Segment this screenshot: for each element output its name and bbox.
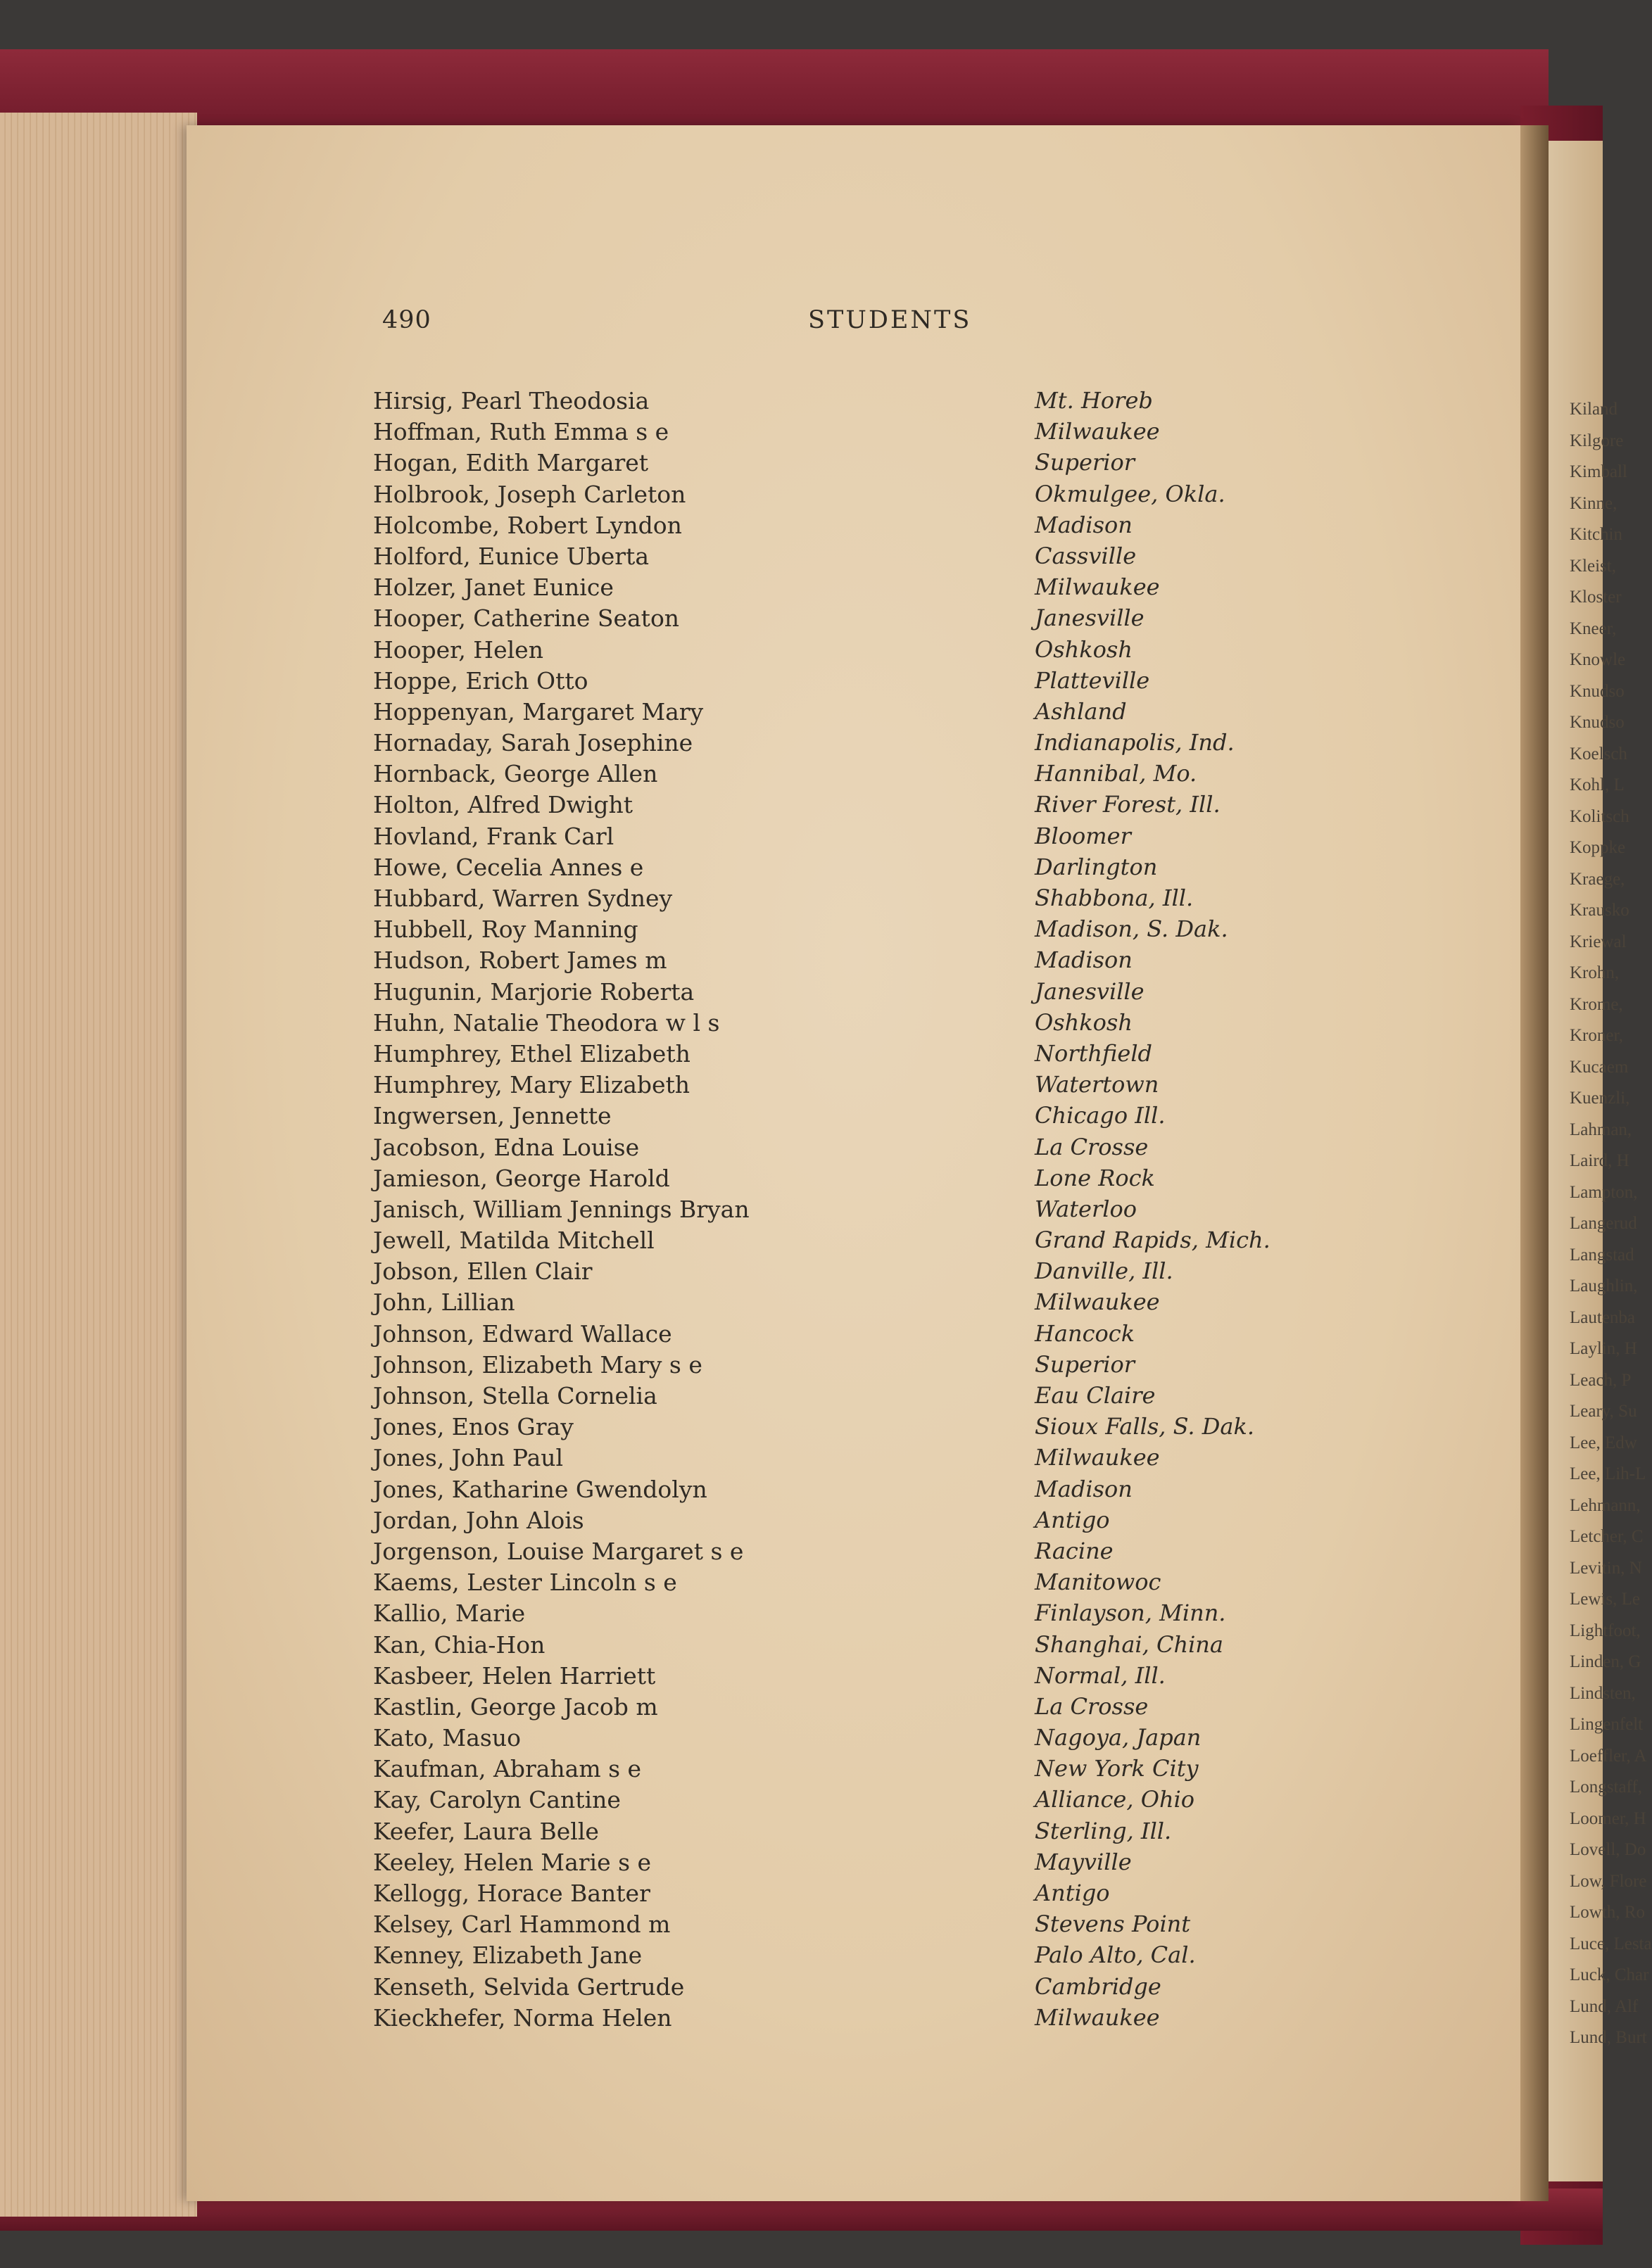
student-entry [373,1631,1366,1662]
student-name: Hudson, Robert James m [373,946,667,975]
facing-page-fragment: Lightfoot, [1570,1621,1641,1640]
student-name: Keefer, Laura Belle [373,1817,599,1845]
student-hometown: La Crosse [1035,1133,1149,1160]
student-hometown: Milwaukee [1035,418,1160,445]
facing-page-fragment: Laughlin, [1570,1276,1638,1295]
student-name: Ingwersen, Jennette [373,1102,612,1130]
student-entry [373,1071,1366,1102]
student-entry [373,760,1366,791]
student-name: Jones, Katharine Gwendolyn [373,1475,707,1503]
student-entry [373,1288,1366,1319]
facing-page-fragment: Lowth, Ro [1570,1903,1645,1922]
student-entry [373,946,1366,977]
student-hometown: Danville, Ill. [1035,1257,1173,1285]
facing-page-fragment: Low, Flore [1570,1871,1647,1891]
student-hometown: Shabbona, Ill. [1035,885,1194,911]
student-hometown: Eau Claire [1035,1382,1156,1409]
student-entry [373,1040,1366,1071]
student-entry [373,1196,1366,1227]
student-entry [373,1755,1366,1786]
student-name: Hornback, George Allen [373,760,658,788]
student-hometown: Shanghai, China [1035,1630,1223,1658]
student-entry [373,1786,1366,1817]
facing-page-fragment: Levitin, N [1570,1558,1642,1578]
facing-page-fragment: Kinne, [1570,493,1618,513]
student-hometown: Janesville [1035,604,1145,632]
student-hometown: Manitowoc [1035,1569,1161,1596]
student-hometown: Superior [1035,449,1135,476]
student-hometown: Mayville [1035,1848,1132,1875]
student-hometown: Indianapolis, Ind. [1035,729,1235,756]
student-name: Hugunin, Marjorie Roberta [373,977,695,1006]
student-hometown: Okmulgee, Okla. [1035,480,1225,507]
student-name: Jacobson, Edna Louise [373,1133,640,1161]
student-hometown: Madison [1035,1475,1133,1502]
facing-page-fragment: Lautenba [1570,1307,1636,1327]
student-name: Huhn, Natalie Theodora w l s [373,1008,720,1037]
facing-page-fragment: Knudso [1570,681,1625,701]
student-hometown: Bloomer [1035,822,1131,849]
student-entry [373,1227,1366,1257]
student-entry [373,729,1366,760]
facing-page-fragment: Lund, Burt [1570,2028,1647,2047]
facing-page-fragment: Koppke [1570,838,1626,857]
book-cover-top [0,49,1549,134]
facing-page-fragment: Lee, Edw [1570,1433,1637,1452]
facing-page-fragment: Koelsch [1570,744,1627,764]
student-name: John, Lillian [373,1288,515,1317]
student-entry [373,418,1366,449]
student-entry [373,1134,1366,1165]
student-name: Hoppenyan, Margaret Mary [373,697,704,726]
student-hometown: Antigo [1035,1506,1110,1533]
facing-page-fragment: Lingenfelt [1570,1715,1644,1734]
student-name: Hirsig, Pearl Theodosia [373,387,650,414]
student-hometown: Milwaukee [1035,1444,1160,1471]
facing-page-fragment: Lund, Alf [1570,1996,1639,2016]
student-hometown: Cambridge [1035,1972,1161,2000]
student-hometown: Janesville [1035,977,1145,1005]
student-entry [373,791,1366,822]
student-name: Hoffman, Ruth Emma s e [373,418,669,446]
student-name: Kan, Chia-Hon [373,1630,546,1659]
student-hometown: Milwaukee [1035,574,1160,601]
facing-page-fragment: Kneer, [1570,619,1617,638]
student-entry [373,1320,1366,1351]
student-name: Hoppe, Erich Otto [373,666,588,695]
student-hometown: Cassville [1035,542,1137,569]
student-name: Jamieson, George Harold [373,1164,670,1192]
student-name: Humphrey, Ethel Elizabeth [373,1039,691,1068]
student-hometown: Platteville [1035,666,1150,694]
student-hometown: Milwaukee [1035,1288,1160,1316]
student-name: Kay, Carolyn Cantine [373,1786,621,1814]
student-name: Jordan, John Alois [373,1506,584,1534]
student-hometown: Mt. Horeb [1035,387,1153,414]
student-name: Humphrey, Mary Elizabeth [373,1071,691,1099]
student-entry [373,1165,1366,1196]
student-hometown: Watertown [1035,1071,1159,1098]
student-hometown: Waterloo [1035,1195,1137,1222]
student-name: Holton, Alfred Dwight [373,791,633,819]
facing-page-fragment: Lampton, [1570,1182,1638,1202]
facing-page-fragment: Kiland [1570,400,1618,419]
facing-page-fragment: Knudso [1570,713,1625,732]
student-name: Kelsey, Carl Hammond m [373,1911,671,1939]
facing-page-fragment: Langerud [1570,1214,1637,1233]
facing-page-fragment: Lovell, Do [1570,1840,1646,1859]
student-name: Howe, Cecelia Annes e [373,853,644,881]
student-hometown: Oshkosh [1035,635,1133,663]
student-name: Hooper, Catherine Seaton [373,604,680,633]
student-entry [373,1880,1366,1911]
facing-page-fragment: Knowle [1570,650,1626,669]
facing-page-edge [1549,141,1652,2181]
student-hometown: Nagoya, Japan [1035,1724,1202,1751]
student-entry [373,823,1366,854]
page-number: 490 [382,306,431,334]
student-entry [373,978,1366,1009]
student-hometown: Racine [1035,1537,1114,1564]
student-entry [373,481,1366,512]
student-name: Kenney, Elizabeth Jane [373,1941,643,1970]
facing-page-fragment: Krome, [1570,994,1623,1014]
facing-page-fragment: Lindsten, [1570,1683,1636,1703]
student-hometown: Ashland [1035,697,1127,725]
student-entry [373,604,1366,635]
student-entry [373,449,1366,480]
student-entry [373,1413,1366,1444]
facing-page-fragment: Lehmann, [1570,1495,1641,1515]
student-entry [373,1382,1366,1413]
student-hometown: Palo Alto, Cal. [1035,1941,1196,1969]
student-hometown: Superior [1035,1350,1135,1378]
facing-page-text [1549,141,1652,2054]
student-entry [373,1102,1366,1133]
student-name: Johnson, Stella Cornelia [373,1382,657,1409]
facing-page-fragment: Kimball [1570,462,1627,481]
student-name: Holzer, Janet Eunice [373,574,614,602]
student-name: Hooper, Helen [373,635,543,664]
student-hometown: Hannibal, Mo. [1035,760,1197,787]
facing-page-fragment: Linden, G [1570,1652,1641,1671]
student-hometown: Grand Rapids, Mich. [1035,1227,1270,1254]
facing-page-fragment: Loomer, H [1570,1808,1646,1828]
facing-page-fragment: Lewis, Le [1570,1590,1640,1609]
student-entry [373,1476,1366,1507]
student-name: Holcombe, Robert Lyndon [373,511,682,539]
facing-page-fragment: Kitchin [1570,525,1622,544]
student-name: Hubbell, Roy Manning [373,916,638,944]
student-name: Kasbeer, Helen Harriett [373,1661,656,1690]
student-name: Jewell, Matilda Mitchell [373,1227,655,1255]
student-hometown: Madison [1035,946,1133,974]
student-entry [373,512,1366,543]
student-hometown: Sioux Falls, S. Dak. [1035,1413,1255,1440]
student-hometown: Madison [1035,511,1133,538]
student-entry [373,1351,1366,1382]
book-gutter [1520,125,1549,2201]
student-hometown: Antigo [1035,1880,1110,1906]
facing-page-fragment: Luce, Lesta [1570,1934,1652,1953]
student-hometown: La Crosse [1035,1692,1149,1720]
student-hometown: Darlington [1035,853,1158,880]
facing-page-fragment: Kleist, [1570,556,1616,576]
facing-page-fragment: Longstaff, [1570,1778,1642,1797]
student-name: Hovland, Frank Carl [373,822,614,850]
facing-page-fragment: Loeffler, A [1570,1746,1647,1766]
student-entry [373,2004,1366,2035]
facing-page-fragment: Lahman, [1570,1120,1632,1139]
student-name: Kellogg, Horace Banter [373,1880,650,1907]
facing-page-fragment: Kohl, L [1570,775,1625,794]
facing-page-fragment: Kolitsch [1570,806,1629,826]
page-title: STUDENTS [808,306,972,334]
facing-page-fragment: Kriewal [1570,932,1627,951]
student-name: Kato, Masuo [373,1724,521,1752]
student-name: Janisch, William Jennings Bryan [373,1195,750,1223]
student-entry [373,574,1366,604]
student-hometown: Normal, Ill. [1035,1661,1166,1689]
student-name: Jones, Enos Gray [373,1413,574,1441]
facing-page-fragment: Laylin, H [1570,1339,1637,1358]
student-entry [373,1538,1366,1569]
student-name: Keeley, Helen Marie s e [373,1848,652,1876]
facing-page-fragment: Kilgore [1570,431,1624,450]
student-entry [373,543,1366,574]
student-hometown: Alliance, Ohio [1035,1786,1195,1813]
facing-page-fragment: Letcher, C [1570,1527,1644,1546]
student-entry [373,1444,1366,1475]
student-entry [373,1973,1366,2004]
student-name: Kastlin, George Jacob m [373,1692,658,1721]
facing-page-fragment: Kraege, [1570,869,1625,889]
facing-page-fragment: Lee, Lih-L [1570,1464,1646,1483]
facing-page-fragment: Kuenzli, [1570,1089,1630,1108]
facing-page-fragment: Leach, P [1570,1370,1632,1390]
student-hometown: Sterling, Ill. [1035,1817,1172,1844]
student-entry [373,387,1366,418]
student-hometown: Madison, S. Dak. [1035,916,1228,943]
student-entry [373,885,1366,916]
student-entry [373,1911,1366,1941]
student-hometown: Stevens Point [1035,1911,1191,1938]
facing-page-fragment: Kucaem [1570,1057,1629,1077]
student-hometown: Finlayson, Minn. [1035,1599,1226,1627]
student-name: Hornaday, Sarah Josephine [373,729,693,757]
student-entry [373,698,1366,729]
student-name: Kallio, Marie [373,1599,526,1628]
student-name: Hubbard, Warren Sydney [373,885,673,912]
student-entry [373,1257,1366,1288]
student-hometown: Chicago Ill. [1035,1102,1166,1129]
student-name: Hogan, Edith Margaret [373,449,649,477]
facing-page-fragment: Krausko [1570,901,1629,920]
student-hometown: Lone Rock [1035,1164,1155,1191]
student-name: Holford, Eunice Uberta [373,542,649,570]
student-entry [373,667,1366,698]
student-name: Jones, John Paul [373,1444,564,1472]
student-name: Jorgenson, Louise Margaret s e [373,1537,744,1565]
facing-page-fragment: Leary, Su [1570,1402,1637,1421]
student-name: Kaems, Lester Lincoln s e [373,1569,677,1597]
facing-page-fragment: Langstad [1570,1245,1634,1265]
facing-page-fragment: Luck, Char [1570,1965,1649,1984]
student-hometown: Hancock [1035,1319,1135,1347]
student-entry [373,1662,1366,1693]
student-entry [373,1941,1366,1972]
student-entry [373,1818,1366,1849]
facing-page-fragment: Kroner, [1570,1026,1624,1045]
student-hometown: Oshkosh [1035,1008,1133,1036]
facing-page-fragment: Laird, H [1570,1151,1629,1170]
facing-page-fragment: Kloster [1570,588,1622,607]
facing-page-fragment: Krohn, [1570,963,1620,982]
student-entry [373,1569,1366,1599]
student-name: Kaufman, Abraham s e [373,1755,642,1783]
student-entry [373,1507,1366,1538]
student-name: Kieckhefer, Norma Helen [373,2003,672,2032]
student-name: Holbrook, Joseph Carleton [373,480,686,508]
student-entry [373,916,1366,946]
page-stack-edge [0,113,197,2217]
student-list [373,387,1366,2035]
student-name: Jobson, Ellen Clair [373,1257,593,1286]
student-entry [373,1849,1366,1880]
student-entry [373,1599,1366,1630]
student-hometown: Northfield [1035,1039,1153,1067]
student-entry [373,636,1366,667]
student-name: Johnson, Edward Wallace [373,1319,672,1348]
student-hometown: Milwaukee [1035,2003,1160,2031]
student-hometown: River Forest, Ill. [1035,791,1221,818]
student-entry [373,1693,1366,1724]
student-entry [373,1724,1366,1755]
student-name: Johnson, Elizabeth Mary s e [373,1350,702,1379]
student-entry [373,1009,1366,1040]
student-hometown: New York City [1035,1755,1199,1782]
student-name: Kenseth, Selvida Gertrude [373,1972,685,2001]
student-entry [373,854,1366,885]
